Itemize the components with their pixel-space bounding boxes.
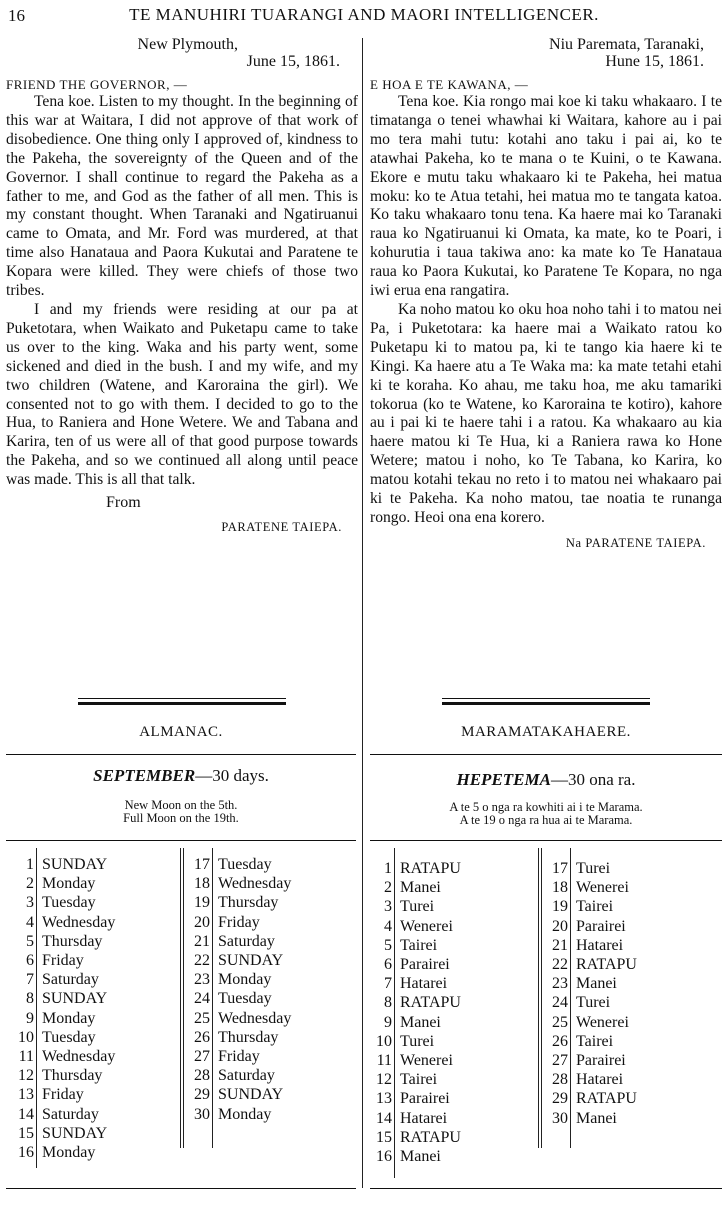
day-number: 12 bbox=[376, 1071, 392, 1089]
day-name: Wednesday bbox=[42, 913, 116, 931]
day-number: 14 bbox=[18, 1105, 34, 1123]
day-number: 11 bbox=[376, 1052, 392, 1069]
day-name: Wenerei bbox=[576, 879, 629, 897]
day-name: Wenerei bbox=[576, 1013, 629, 1031]
day-number: 9 bbox=[384, 1013, 392, 1031]
day-number: 7 bbox=[384, 975, 392, 993]
day-name: Thursday bbox=[218, 1028, 279, 1046]
day-number: 3 bbox=[26, 894, 34, 912]
letter-greeting: FRIEND THE GOVERNOR, — bbox=[6, 77, 188, 92]
day-number: 13 bbox=[376, 1090, 392, 1108]
moon-phase: A te 19 o nga ra hua ai te Marama. bbox=[459, 813, 633, 827]
day-number: 13 bbox=[18, 1086, 34, 1104]
moon-phase: New Moon on the 5th. bbox=[124, 798, 238, 812]
almanac-rule bbox=[6, 754, 356, 755]
day-number: 9 bbox=[26, 1009, 34, 1027]
day-name: RATAPU bbox=[400, 994, 461, 1012]
almanac-title: ALMANAC. bbox=[139, 724, 223, 740]
day-name: Friday bbox=[42, 952, 84, 969]
day-number: 6 bbox=[384, 956, 392, 973]
day-number: 23 bbox=[552, 975, 568, 993]
letter-paragraph: Tena koe. Kia rongo mai koe ki taku whakaaro. I te timatanga o tenei whawhai ki Waitara, kahore au i pai mo tera mahi tutu: kotahi ano taku i pai ai, ko te atawhai Pakeha, ko te mana o te Kuini, o te Kawana. Ekore e mutu taku whakaaro ki te Pakeha, hei matua moku: ko te Atua tetahi, hei matua mo te tangata katoa. Ko taku whakaaro tonu tena. Ka haere mai ko Taranaki raua ko Ngatiruanui ki Omata, ka mate, ko te Poari, i kohurutia i taua takiwa ano: ka mate ko Te Hanataua raua ko Paora Kukutai, ko Paratene Te Kopara, no nga iwi erua ena rangatira. bbox=[370, 93, 722, 300]
day-name: Manei bbox=[576, 975, 617, 993]
day-number: 8 bbox=[384, 994, 392, 1012]
day-name: Wenerei bbox=[400, 917, 453, 935]
day-name: RATAPU bbox=[400, 860, 461, 877]
day-name: Manei bbox=[400, 1013, 441, 1031]
day-name: Tairei bbox=[400, 936, 438, 954]
day-name: Manei bbox=[576, 1109, 617, 1127]
day-number: 1 bbox=[384, 860, 392, 877]
day-number: 11 bbox=[18, 1048, 34, 1065]
day-name: Tuesday bbox=[218, 990, 272, 1008]
day-name: Monday bbox=[42, 1144, 96, 1161]
day-number: 10 bbox=[376, 1032, 392, 1050]
day-number: 2 bbox=[26, 875, 34, 893]
day-name: Wednesday bbox=[42, 1048, 116, 1065]
almanac-rule bbox=[370, 840, 722, 841]
letter-from: From bbox=[106, 494, 141, 512]
day-number: 22 bbox=[552, 956, 568, 973]
day-name: Hatarei bbox=[400, 1109, 448, 1127]
day-name: Saturday bbox=[218, 932, 275, 950]
page-header bbox=[0, 0, 728, 30]
day-name: Saturday bbox=[42, 1105, 99, 1123]
day-name: RATAPU bbox=[576, 956, 637, 973]
day-number: 19 bbox=[194, 894, 210, 912]
almanac-rule bbox=[370, 754, 722, 755]
letter-signature: Na PARATENE TAIEPA. bbox=[565, 535, 706, 550]
section-rule bbox=[78, 702, 286, 705]
day-number: 26 bbox=[194, 1028, 210, 1046]
letter-signature: PARATENE TAIEPA. bbox=[221, 520, 342, 535]
day-number: 4 bbox=[26, 913, 34, 931]
day-number-rule bbox=[36, 848, 37, 1168]
day-name: SUNDAY bbox=[42, 990, 108, 1008]
section-rule bbox=[78, 698, 286, 699]
day-name: RATAPU bbox=[576, 1090, 637, 1108]
letter-paragraph: Ka noho matou ko oku hoa noho tahi i to matou nei Pa, i Puketotara: ka haere mai a Waikato ratou ko Puketapu ki to matou pa, ki te tango kia haere ki te Kingi. Ka haere atu a Te Waka ma: ka mate tetahi etahi ki te koraha. Ko ahau, me taku hoa, me aku tamariki tokorua (ko te Watene, ko Karoraina te kotiro), kahore au i pai ki te haere tahi i a ratou. Ka whakaaro au kia haere matou ki Te Hua, ki a Raniera rawa ko Hone Wetere; matou i noho, ko Te Tabana, ko Karira, ko matou kotahi tekau no reto i to matou nei whakaaro pai ki te Pakeha. Ka noho matou, tae noatia te runanga rongo. Heoi ona ena korero. bbox=[370, 300, 722, 526]
day-number: 21 bbox=[552, 936, 568, 954]
day-name: Friday bbox=[218, 1048, 260, 1065]
day-number-rule bbox=[570, 848, 571, 1148]
letter-date: June 15, 1861. bbox=[246, 53, 340, 70]
day-name: Thursday bbox=[218, 894, 279, 912]
day-number: 24 bbox=[552, 994, 568, 1012]
day-number: 30 bbox=[194, 1105, 210, 1123]
day-name: Tairei bbox=[576, 1032, 614, 1050]
letter-paragraph: I and my friends were residing at our pa at Puketotara, when Waikato and Puketapu came to take us over to the king. Waka and his party went, some sickened and died in the bush. I and my wife, and my two children (Watene, and Karoraina the girl). We consented not to go with them. I decided to go to the Hua, to Raniera and Hone Wetere. We and Tabana and Karira, ten of us were all of that good purpose towards the Pakeha, and so we continued all along until peace was made. This is all that talk. bbox=[6, 300, 358, 489]
day-name: SUNDAY bbox=[218, 1086, 284, 1104]
day-name: Wenerei bbox=[400, 1052, 453, 1069]
day-number: 19 bbox=[552, 898, 568, 916]
day-number: 2 bbox=[384, 879, 392, 897]
day-name: Turei bbox=[400, 1032, 435, 1050]
day-name: Wednesday bbox=[218, 1009, 292, 1027]
day-number: 10 bbox=[18, 1028, 34, 1046]
letter-date: Hune 15, 1861. bbox=[605, 53, 704, 70]
day-number: 28 bbox=[194, 1067, 210, 1085]
letter-greeting: E HOA E TE KAWANA, — bbox=[370, 77, 529, 92]
letter-body bbox=[6, 93, 358, 490]
day-name: Saturday bbox=[218, 1067, 275, 1085]
day-number: 23 bbox=[194, 971, 210, 989]
day-number: 17 bbox=[552, 860, 568, 877]
day-name: Turei bbox=[400, 898, 435, 916]
day-name: Turei bbox=[576, 860, 611, 877]
column-split-rule bbox=[180, 848, 181, 1148]
section-rule bbox=[442, 698, 650, 699]
letter-maori bbox=[370, 36, 722, 551]
day-name: Tairei bbox=[576, 898, 614, 916]
month-heading bbox=[370, 770, 722, 790]
moon-phase: Full Moon on the 19th. bbox=[123, 811, 239, 825]
day-number: 20 bbox=[194, 913, 210, 931]
day-number: 12 bbox=[18, 1067, 34, 1085]
month-heading bbox=[6, 766, 356, 786]
day-name: Thursday bbox=[42, 1067, 103, 1085]
day-number: 15 bbox=[18, 1124, 34, 1142]
day-number: 18 bbox=[552, 879, 568, 897]
day-number: 3 bbox=[384, 898, 392, 916]
day-number: 29 bbox=[194, 1086, 210, 1104]
day-number: 4 bbox=[384, 917, 392, 935]
day-number: 27 bbox=[552, 1052, 568, 1069]
column-split-rule bbox=[183, 848, 184, 1148]
running-title: TE MANUHIRI TUARANGI AND MAORI INTELLIGENCER. bbox=[129, 5, 599, 24]
day-number: 8 bbox=[26, 990, 34, 1008]
day-number: 25 bbox=[552, 1013, 568, 1031]
day-number: 25 bbox=[194, 1009, 210, 1027]
day-name: Tuesday bbox=[42, 1028, 96, 1046]
month-name: HEPETEMA bbox=[456, 770, 551, 789]
day-number: 16 bbox=[376, 1148, 392, 1165]
column-split-rule bbox=[538, 848, 539, 1148]
day-number: 14 bbox=[376, 1109, 392, 1127]
day-name: Monday bbox=[42, 1009, 96, 1027]
day-name: Tuesday bbox=[42, 894, 96, 912]
page-number: 16 bbox=[8, 6, 25, 25]
column-divider bbox=[362, 38, 363, 1188]
day-name: Manei bbox=[400, 1148, 441, 1165]
day-name: Turei bbox=[576, 994, 611, 1012]
bottom-rule bbox=[6, 1188, 356, 1189]
day-name: Manei bbox=[400, 879, 441, 897]
day-name: Friday bbox=[218, 913, 260, 931]
day-name: Wednesday bbox=[218, 875, 292, 893]
day-name: SUNDAY bbox=[42, 1124, 108, 1142]
day-name: Monday bbox=[218, 971, 272, 989]
day-name: Hatarei bbox=[400, 975, 448, 993]
day-name: RATAPU bbox=[400, 1128, 461, 1146]
almanac-title: MARAMATAKAHAERE. bbox=[461, 724, 631, 740]
day-number: 1 bbox=[26, 856, 34, 873]
day-number: 15 bbox=[376, 1128, 392, 1146]
month-days: —30 days. bbox=[195, 766, 269, 785]
day-name: Parairei bbox=[576, 1052, 626, 1069]
day-name: Parairei bbox=[400, 1090, 450, 1108]
day-name: Thursday bbox=[42, 932, 103, 950]
day-name: Monday bbox=[42, 875, 96, 893]
moon-phase: A te 5 o nga ra kowhiti ai i te Marama. bbox=[449, 800, 643, 814]
day-number: 27 bbox=[194, 1048, 210, 1065]
almanac-rule bbox=[6, 840, 356, 841]
day-name: Hatarei bbox=[576, 936, 624, 954]
day-number: 7 bbox=[26, 971, 34, 989]
day-name: Parairei bbox=[400, 956, 450, 973]
day-name: Friday bbox=[42, 1086, 84, 1104]
day-name: Tuesday bbox=[218, 856, 272, 873]
day-number: 5 bbox=[26, 932, 34, 950]
day-number: 20 bbox=[552, 917, 568, 935]
day-number: 16 bbox=[18, 1144, 34, 1161]
letter-paragraph: Tena koe. Listen to my thought. In the beginning of this war at Waitara, I did not approve of that work of disobedience. One thing only I approved of, kindness to the Pakeha, the sovereignty of the Queen and of the Governor. I shall continue to regard the Pakeha as a father to me, and God as the father of all men. This is my constant thought. When Taranaki and Ngatiruanui came to Omata, and Mr. Ford was murdered, at that time also Hanataua and Paora Kukutai and Paratene te Kopara were killed. They were chiefs of those two tribes. bbox=[6, 93, 358, 300]
day-number: 5 bbox=[384, 936, 392, 954]
day-name: Saturday bbox=[42, 971, 99, 989]
bottom-rule bbox=[370, 1188, 722, 1189]
letter-place: Niu Paremata, Taranaki, bbox=[549, 36, 704, 53]
day-number: 21 bbox=[194, 932, 210, 950]
day-number: 26 bbox=[552, 1032, 568, 1050]
day-number: 17 bbox=[194, 856, 210, 873]
day-number: 24 bbox=[194, 990, 210, 1008]
day-number: 28 bbox=[552, 1071, 568, 1089]
day-number: 6 bbox=[26, 952, 34, 969]
letter-english bbox=[6, 36, 358, 535]
day-name: SUNDAY bbox=[218, 952, 284, 969]
day-name: SUNDAY bbox=[42, 856, 108, 873]
month-days: —30 ona ra. bbox=[550, 770, 636, 789]
letter-place: New Plymouth, bbox=[137, 36, 238, 53]
letter-body bbox=[370, 93, 722, 528]
month-name: SEPTEMBER bbox=[93, 766, 196, 785]
section-rule bbox=[442, 702, 650, 705]
day-name: Tairei bbox=[400, 1071, 438, 1089]
column-split-rule bbox=[541, 848, 542, 1148]
day-name: Hatarei bbox=[576, 1071, 624, 1089]
day-name: Parairei bbox=[576, 917, 626, 935]
day-number-rule bbox=[212, 848, 213, 1148]
day-name: Monday bbox=[218, 1105, 272, 1123]
day-number-rule bbox=[394, 848, 395, 1178]
day-number: 22 bbox=[194, 952, 210, 969]
day-number: 29 bbox=[552, 1090, 568, 1108]
day-number: 30 bbox=[552, 1109, 568, 1127]
day-number: 18 bbox=[194, 875, 210, 893]
